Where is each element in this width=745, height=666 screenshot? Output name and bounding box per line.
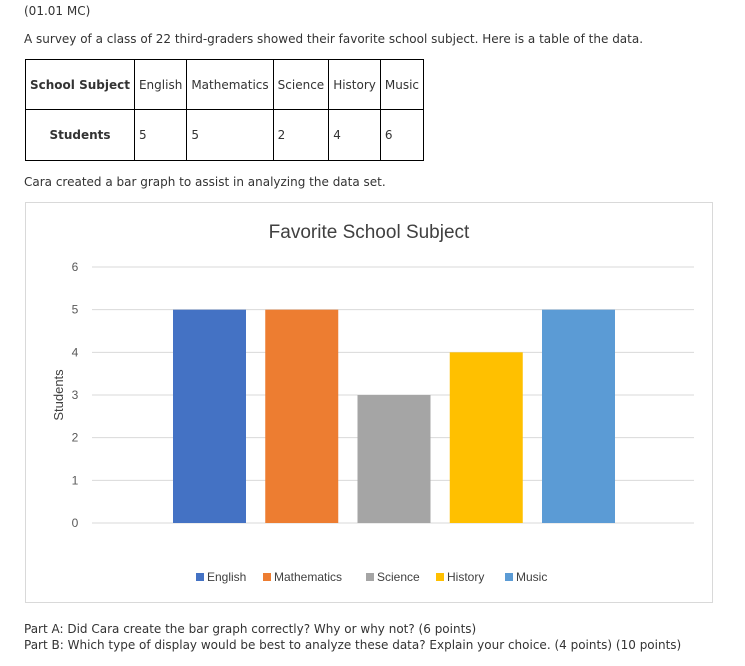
legend-swatch [263, 573, 271, 581]
y-tick-label: 5 [71, 302, 79, 317]
legend-item-mathematics [263, 570, 342, 584]
y-tick-label: 0 [71, 516, 79, 530]
question-code: (01.01 MC) [24, 4, 91, 18]
bar-english [173, 310, 246, 523]
chart-caption: Cara created a bar graph to assist in analyzing the data set. [24, 175, 386, 189]
table-cell-count: 2 [273, 110, 329, 161]
table-cell-subject: Mathematics [187, 60, 273, 110]
table-cell-subject: Music [380, 60, 423, 110]
table-header-school-subject: School Subject [26, 60, 135, 110]
table-cell-count: 5 [187, 110, 273, 161]
part-a-question: Part A: Did Cara create the bar graph correctly? Why or why not? (6 points) [24, 622, 477, 636]
legend-item-science [366, 570, 420, 584]
bar-music [542, 310, 615, 523]
table-cell-subject: History [329, 60, 381, 110]
chart-title: Favorite School Subject [268, 222, 470, 243]
legend-swatch [366, 573, 374, 581]
legend-label: Music [516, 570, 548, 584]
bar-history [450, 352, 523, 523]
y-tick-label: 4 [71, 345, 79, 360]
legend-swatch [505, 573, 513, 581]
legend-label: Science [377, 570, 420, 584]
y-tick-label: 3 [71, 388, 79, 402]
question-intro: A survey of a class of 22 third-graders showed their favorite school subject. Here is a table of the data. [24, 32, 644, 46]
table-cell-count: 6 [380, 110, 423, 161]
bar-mathematics [265, 310, 338, 523]
y-axis-label: Students [51, 369, 66, 421]
legend-swatch [436, 573, 444, 581]
legend-item-music [505, 570, 547, 584]
legend-swatch [196, 573, 204, 581]
legend-item-history [436, 570, 484, 584]
part-b-question: Part B: Which type of display would be best to analyze these data? Explain your choice. (4 points) (10 points) [24, 638, 682, 652]
table-header-students: Students [26, 110, 135, 161]
table-cell-subject: Science [273, 60, 329, 110]
table-cell-subject: English [134, 60, 186, 110]
y-tick-label: 1 [71, 473, 79, 488]
table-cell-count: 4 [329, 110, 381, 161]
legend-label: English [207, 570, 247, 584]
legend-item-english [196, 570, 246, 584]
bar-science [358, 395, 431, 523]
y-tick-label: 6 [71, 260, 79, 274]
legend-label: History [447, 570, 485, 584]
table-cell-count: 5 [134, 110, 186, 161]
y-tick-label: 2 [71, 430, 79, 445]
legend-label: Mathematics [274, 570, 343, 584]
